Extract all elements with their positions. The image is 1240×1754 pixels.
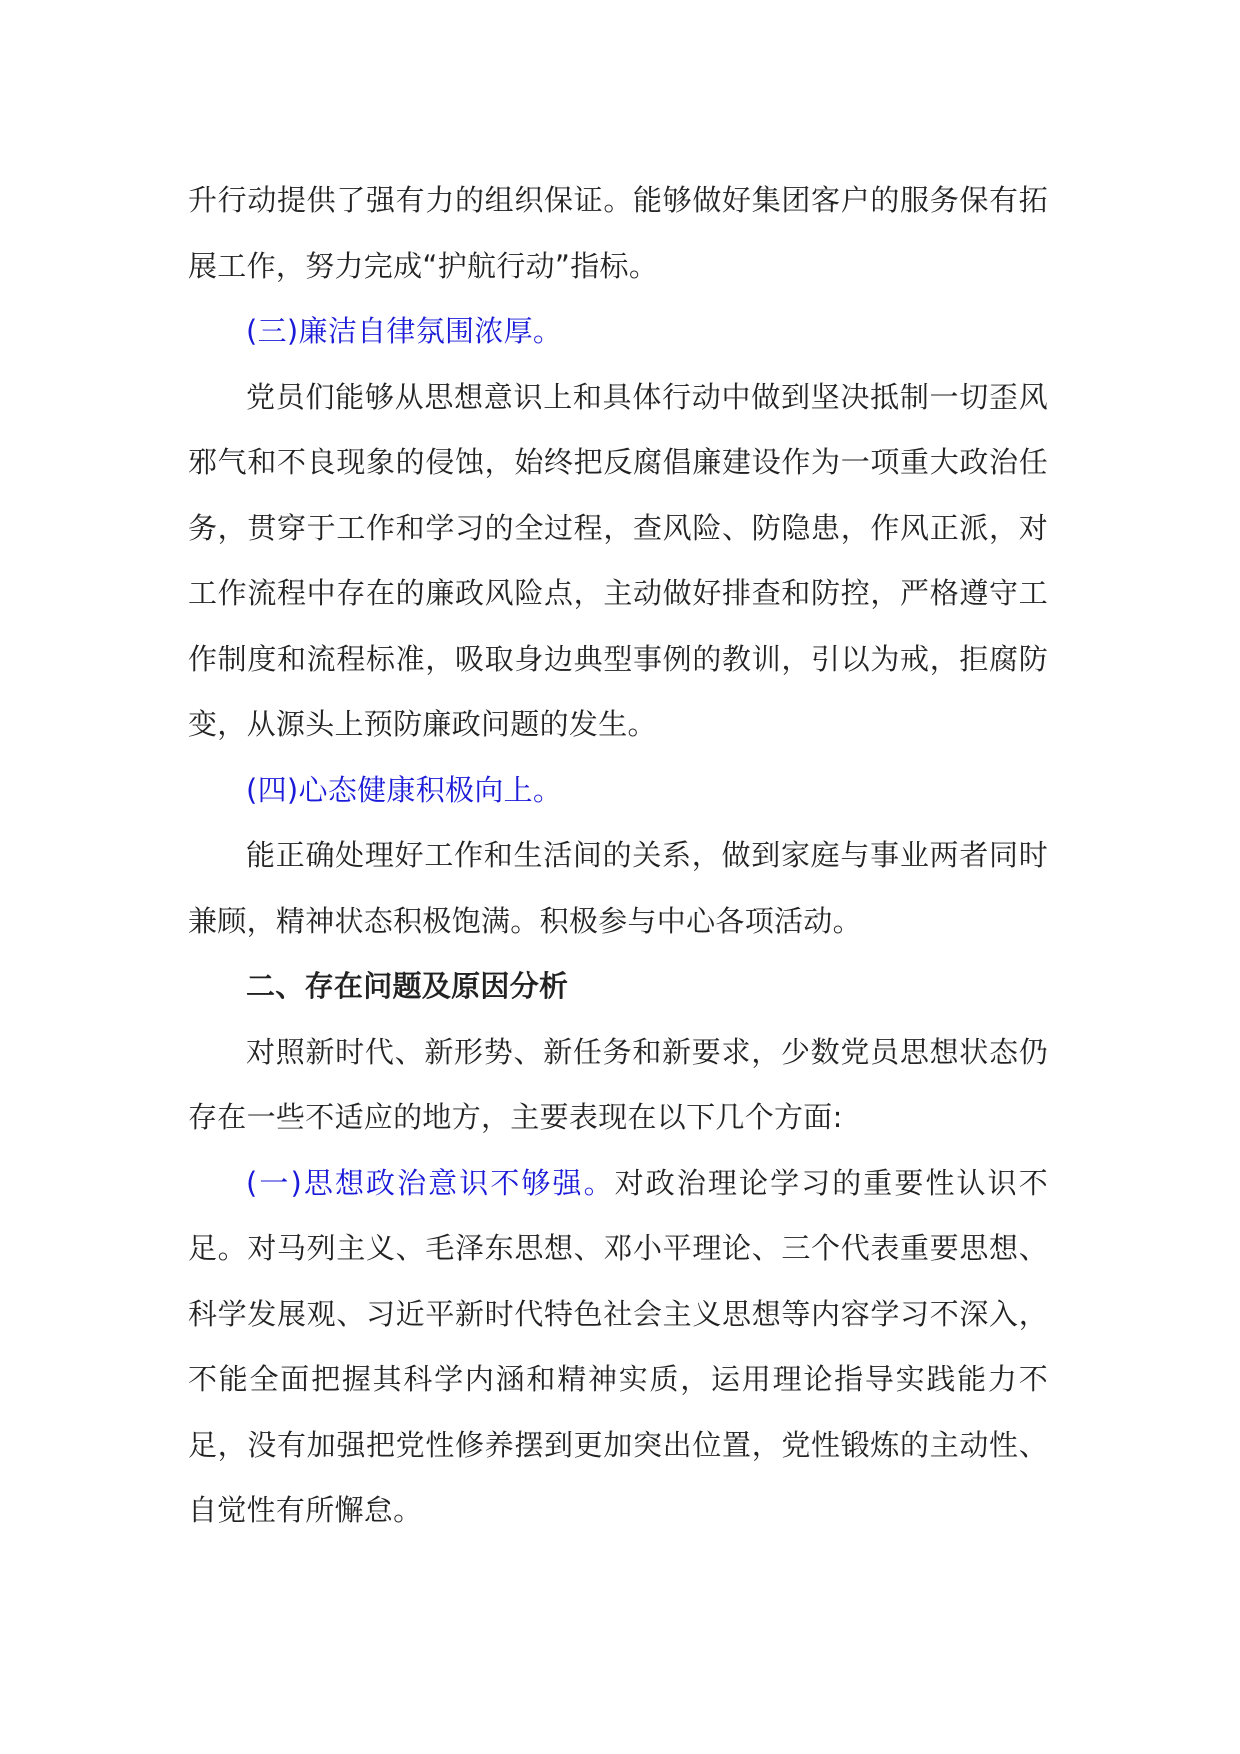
paragraph-text: 升行动提供了强有力的组织保证。能够做好集团客户的服务保有拓展工作，努力完成“护航行动”指标。 xyxy=(188,183,1048,283)
paragraph-text: 对政治理论学习的重要性认识不足。对马列主义、毛泽东思想、邓小平理论、三个代表重要思想、科学发展观、习近平新时代特色社会主义思想等内容学习不深入，不能全面把握其科学内涵和精神实质，运用理论指导实践能力不足，没有加强把党性修养摆到更加突出位置，党性锻炼的主动性、自觉性有所懈怠。 xyxy=(188,1165,1049,1527)
paragraph-integrity xyxy=(188,365,1048,758)
document-page xyxy=(188,168,1048,1544)
subheading-text: (三)廉洁自律氛围浓厚。 xyxy=(246,314,563,348)
paragraph-mindset xyxy=(188,823,1048,954)
paragraph-continuation xyxy=(188,168,1048,299)
paragraph-text: 对照新时代、新形势、新任务和新要求，少数党员思想状态仍存在一些不适应的地方，主要表现在以下几个方面: xyxy=(188,1034,1048,1134)
section-title-text: 二、存在问题及原因分析 xyxy=(246,969,569,1003)
paragraph-political-awareness xyxy=(188,1151,1048,1544)
paragraph-text: 能正确处理好工作和生活间的关系，做到家庭与事业两者同时兼顾，精神状态积极饱满。积极参与中心各项活动。 xyxy=(188,838,1048,938)
paragraph-problems-intro xyxy=(188,1020,1048,1151)
paragraph-text: 党员们能够从思想意识上和具体行动中做到坚决抵制一切歪风邪气和不良现象的侵蚀，始终把反腐倡廉建设作为一项重大政治任务，贯穿于工作和学习的全过程，查风险、防隐患，作风正派，对工作流程中存在的廉政风险点，主动做好排查和防控，严格遵守工作制度和流程标准，吸取身边典型事例的教训，引以为戒，拒腐防变，从源头上预防廉政问题的发生。 xyxy=(188,379,1048,741)
subheading-4 xyxy=(188,758,1048,824)
subheading-text: (四)心态健康积极向上。 xyxy=(246,772,563,807)
section-title xyxy=(188,954,1048,1020)
subheading-3 xyxy=(188,299,1048,365)
subheading-text: (一)思想政治意识不够强。 xyxy=(246,1165,615,1200)
